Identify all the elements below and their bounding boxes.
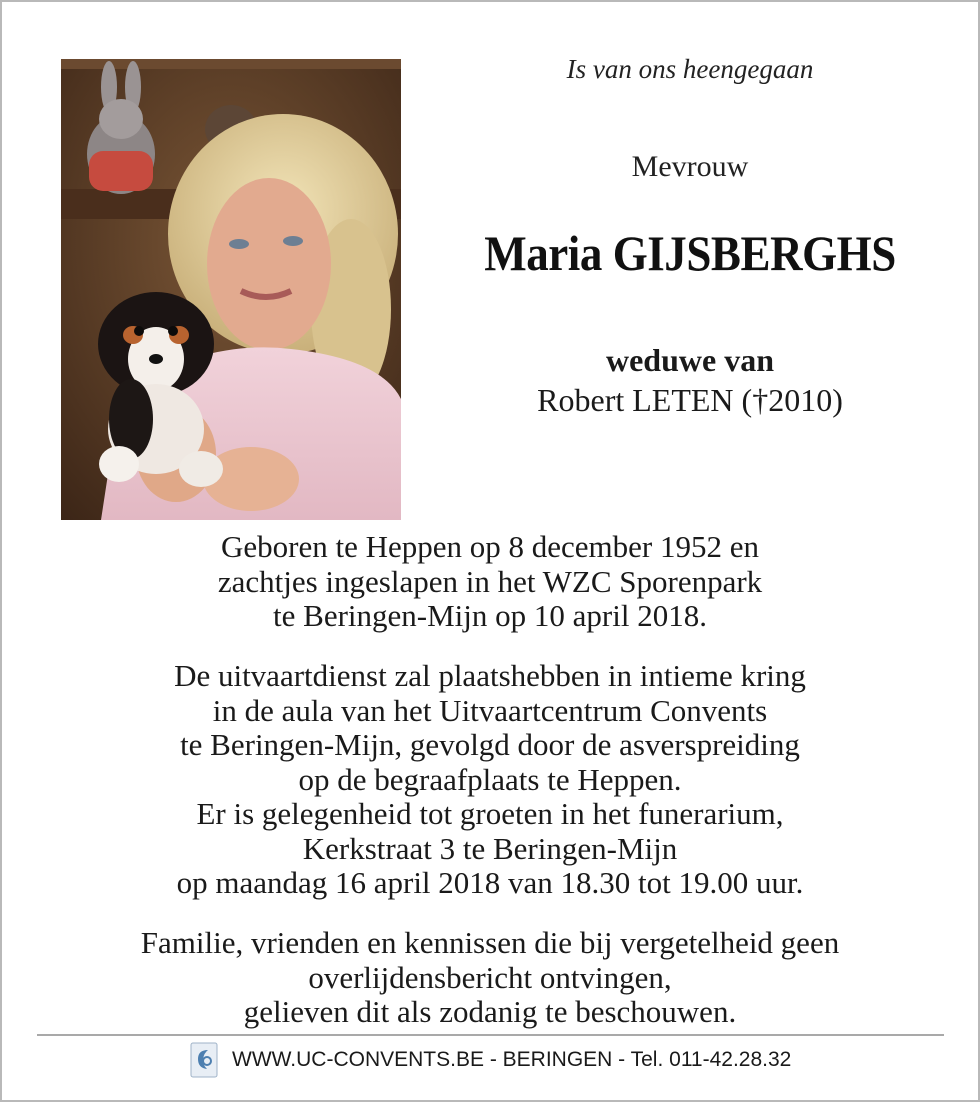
paragraph-line: Familie, vrienden en kennissen die bij vergetelheid geen [140, 925, 840, 960]
portrait-photo [61, 59, 401, 520]
footer-divider [37, 1034, 944, 1036]
paragraph-line: overlijdensbericht ontvingen, [308, 959, 672, 995]
service-paragraph [40, 659, 940, 901]
spouse-name: Robert LETEN (†2010) [537, 382, 843, 418]
honorific-title: Mevrouw [631, 150, 749, 183]
paragraph-line: op maandag 16 april 2018 van 18.30 tot 19.00 uur. [176, 865, 804, 900]
paragraph-line: Geboren te Heppen op 8 december 1952 en [221, 529, 759, 564]
paragraph-line: Er is gelegenheid tot groeten in het funerarium, [196, 796, 784, 831]
paragraph-line: zachtjes ingeslapen in het WZC Sporenpark [217, 563, 763, 599]
paragraph-line: Kerkstraat 3 te Beringen-Mijn [302, 830, 678, 866]
birth-paragraph [40, 530, 940, 634]
uc-convents-logo-icon [190, 1042, 218, 1078]
paragraph-line: te Beringen-Mijn op 10 april 2018. [273, 598, 707, 633]
footer [190, 1040, 791, 1080]
deceased-name: Maria GIJSBERGHS [484, 225, 896, 281]
closing-paragraph [40, 926, 940, 1030]
paragraph-line: De uitvaartdienst zal plaatshebben in intieme kring [174, 658, 806, 693]
paragraph-line: in de aula van het Uitvaartcentrum Convents [212, 692, 768, 728]
footer-contact: WWW.UC-CONVENTS.BE - BERINGEN - Tel. 011-42.28.32 [232, 1048, 792, 1071]
paragraph-line: te Beringen-Mijn, gevolgd door de asverspreiding [180, 727, 800, 762]
paragraph-line: gelieven dit als zodanig te beschouwen. [243, 994, 737, 1029]
spouse-label: weduwe van [605, 342, 774, 378]
intro-text: Is van ons heengegaan [566, 54, 814, 84]
paragraph-line: op de begraafplaats te Heppen. [298, 761, 682, 797]
